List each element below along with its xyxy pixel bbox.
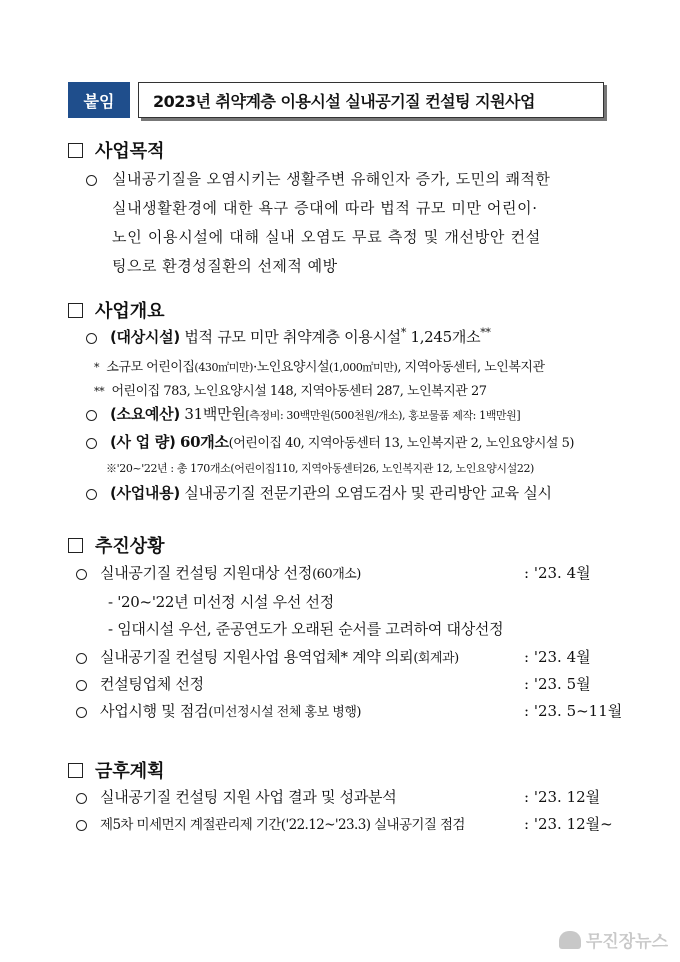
circle-bullet-icon bbox=[76, 653, 87, 664]
section-heading-overview: 사업개요 bbox=[68, 297, 165, 323]
attachment-header bbox=[68, 82, 604, 118]
circle-bullet-icon bbox=[76, 569, 87, 580]
watermark-logo-icon bbox=[559, 931, 581, 949]
section-heading-plan: 금후계획 bbox=[68, 757, 165, 783]
plan-item-2: 제5차 미세먼지 계절관리제 기간('22.12~'23.3) 실내공기질 점검 bbox=[100, 817, 465, 833]
progress-item-3-date: : '23. 5월 bbox=[524, 675, 591, 693]
purpose-line-4: 팅으로 환경성질환의 선제적 예방 bbox=[112, 257, 338, 275]
square-bullet-icon bbox=[68, 143, 83, 158]
square-bullet-icon bbox=[68, 763, 83, 778]
progress-item-3: 컨설팅업체 선정 bbox=[100, 675, 204, 693]
progress-item-2: 실내공기질 컨설팅 지원사업 용역업체* 계약 의뢰(회계과) bbox=[100, 648, 459, 666]
overview-note-1: * 소규모 어린이집(430㎡미만)·노인요양시설(1,000㎡미만), 지역아동센터, 노인복지관 bbox=[94, 360, 545, 375]
overview-budget: (소요예산) 31백만원[측정비: 30백만원(500천원/개소), 홍보물품 제작: 1백만원] bbox=[110, 405, 521, 423]
progress-item-4: 사업시행 및 점검(미선정시설 전체 홍보 병행) bbox=[100, 702, 361, 720]
section-heading-purpose: 사업목적 bbox=[68, 137, 165, 163]
watermark: 무진장뉴스 bbox=[559, 927, 668, 952]
overview-note-2: ** 어린이집 783, 노인요양시설 148, 지역아동센터 287, 노인복지관 27 bbox=[94, 384, 487, 399]
attachment-tag: 붙임 bbox=[68, 82, 130, 118]
plan-item-2-date: : '23. 12월~ bbox=[524, 815, 613, 833]
plan-item-1-date: : '23. 12월 bbox=[524, 788, 601, 806]
purpose-line-2: 실내생활환경에 대한 욕구 증대에 따라 법적 규모 미만 어린이· bbox=[112, 199, 538, 217]
overview-amount: (사 업 량) 60개소(어린이집 40, 지역아동센터 13, 노인복지관 2, 노인요양시설 5) bbox=[110, 433, 574, 451]
section-heading-progress: 추진상황 bbox=[68, 532, 165, 558]
progress-item-1: 실내공기질 컨설팅 지원대상 선정(60개소) bbox=[100, 564, 361, 582]
purpose-line-3: 노인 이용시설에 대해 실내 오염도 무료 측정 및 개선방안 컨설 bbox=[112, 228, 541, 246]
circle-bullet-icon bbox=[86, 489, 97, 500]
purpose-line-1: 실내공기질을 오염시키는 생활주변 유해인자 증가, 도민의 쾌적한 bbox=[112, 170, 551, 188]
document-title: 2023년 취약계층 이용시설 실내공기질 컨설팅 지원사업 bbox=[138, 82, 604, 118]
square-bullet-icon bbox=[68, 538, 83, 553]
overview-content: (사업내용) 실내공기질 전문기관의 오염도검사 및 관리방안 교육 실시 bbox=[110, 484, 552, 502]
progress-item-4-date: : '23. 5~11월 bbox=[524, 702, 623, 720]
circle-bullet-icon bbox=[76, 707, 87, 718]
progress-sub-1: - '20~'22년 미선정 시설 우선 선정 bbox=[108, 593, 334, 611]
circle-bullet-icon bbox=[76, 680, 87, 691]
circle-bullet-icon bbox=[76, 820, 87, 831]
plan-item-1: 실내공기질 컨설팅 지원 사업 결과 및 성과분석 bbox=[100, 788, 397, 806]
circle-bullet-icon bbox=[86, 438, 97, 449]
progress-item-1-date: : '23. 4월 bbox=[524, 564, 591, 582]
square-bullet-icon bbox=[68, 303, 83, 318]
circle-bullet-icon bbox=[86, 175, 97, 186]
overview-target: (대상시설) 법적 규모 미만 취약계층 이용시설* 1,245개소** bbox=[110, 326, 491, 346]
progress-sub-2: - 임대시설 우선, 준공연도가 오래된 순서를 고려하여 대상선정 bbox=[108, 620, 504, 638]
circle-bullet-icon bbox=[76, 793, 87, 804]
overview-amount-note: ※'20~'22년 : 총 170개소(어린이집110, 지역아동센터26, 노인복지관 12, 노인요양시설22) bbox=[106, 462, 534, 475]
circle-bullet-icon bbox=[86, 410, 97, 421]
circle-bullet-icon bbox=[86, 333, 97, 344]
progress-item-2-date: : '23. 4월 bbox=[524, 648, 591, 666]
